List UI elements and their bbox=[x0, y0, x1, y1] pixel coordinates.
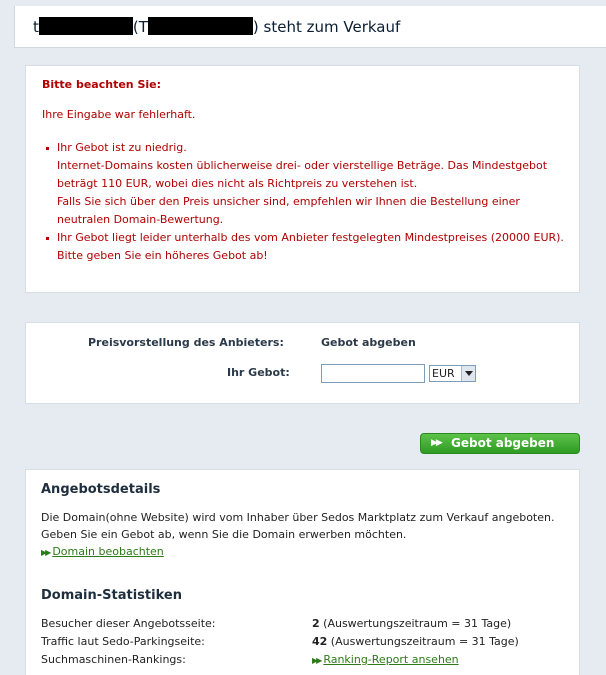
stat-note: (Auswertungszeitraum = 31 Tage) bbox=[327, 635, 519, 648]
error-line: Bitte geben Sie ein höheres Gebot ab! bbox=[57, 249, 268, 262]
bid-amount-input[interactable] bbox=[321, 364, 425, 383]
stat-label: Traffic laut Sedo-Parkingseite: bbox=[41, 635, 205, 648]
stat-row bbox=[41, 615, 571, 632]
stat-number: 2 bbox=[312, 617, 320, 630]
title-paren-open: (T bbox=[132, 18, 148, 36]
error-line: Falls Sie sich über den Preis unsicher sind, empfehlen wir Ihnen die Bestellung einer neutralen Domain-Bewertung. bbox=[57, 195, 520, 226]
bid-label: Ihr Gebot: bbox=[227, 366, 290, 379]
submit-bid-label: Gebot abgeben bbox=[451, 436, 555, 450]
double-arrow-icon: ▶▶ bbox=[431, 438, 441, 448]
redacted-domain-tld bbox=[148, 17, 253, 35]
stat-row bbox=[41, 633, 571, 650]
error-list bbox=[42, 139, 574, 265]
notice-heading: Bitte beachten Sie: bbox=[42, 78, 162, 91]
double-arrow-icon: ▶▶ bbox=[41, 548, 50, 557]
stat-value bbox=[312, 651, 459, 669]
ranking-report-link[interactable]: Ranking-Report ansehen bbox=[323, 653, 459, 666]
price-value: Gebot abgeben bbox=[321, 336, 416, 349]
error-item bbox=[42, 229, 574, 265]
offer-details-panel bbox=[25, 469, 580, 675]
details-description bbox=[41, 509, 566, 561]
error-item bbox=[42, 139, 574, 229]
title-prefix: t bbox=[33, 18, 39, 36]
stat-row bbox=[41, 651, 571, 668]
details-text: Die Domain(ohne Website) wird vom Inhaber über Sedos Marktplatz zum Verkauf angeboten. Geben Sie ein Gebot ab, wenn Sie die Domain erwerben möchten. bbox=[41, 511, 555, 541]
stat-note: (Auswertungszeitraum = 31 Tage) bbox=[319, 617, 512, 630]
bid-form-panel bbox=[25, 322, 580, 404]
stat-number: 42 bbox=[312, 635, 328, 648]
watch-domain-link[interactable]: Domain beobachten bbox=[52, 545, 164, 558]
currency-value: EUR bbox=[432, 367, 455, 380]
submit-bid-button[interactable] bbox=[420, 433, 580, 454]
page-title bbox=[33, 17, 400, 37]
stat-value bbox=[312, 633, 519, 650]
title-suffix: ) steht zum Verkauf bbox=[252, 18, 401, 36]
error-line: Internet-Domains kosten üblicherweise drei- oder vierstellige Beträge. Das Mindestgebot beträgt 110 EUR, wobei dies nicht als Richtpreis zu verstehen ist. bbox=[57, 159, 548, 190]
details-heading: Angebotsdetails bbox=[41, 482, 161, 497]
redacted-domain-name bbox=[39, 17, 133, 35]
stat-value bbox=[312, 615, 511, 632]
dropdown-arrow-icon[interactable] bbox=[461, 366, 475, 381]
double-arrow-icon: ▶▶ bbox=[312, 656, 321, 665]
stats-heading: Domain-Statistiken bbox=[41, 588, 182, 603]
stat-label: Besucher dieser Angebotsseite: bbox=[41, 617, 216, 630]
page-header bbox=[14, 6, 606, 48]
currency-select[interactable] bbox=[429, 365, 476, 382]
error-line: Ihr Gebot liegt leider unterhalb des vom Anbieter festgelegten Mindestpreises (20000 EUR). bbox=[57, 231, 564, 244]
error-line: Ihr Gebot ist zu niedrig. bbox=[57, 141, 187, 154]
notice-intro: Ihre Eingabe war fehlerhaft. bbox=[42, 108, 196, 121]
error-notice-panel bbox=[25, 65, 580, 293]
price-label: Preisvorstellung des Anbieters: bbox=[88, 336, 284, 349]
stat-label: Suchmaschinen-Rankings: bbox=[41, 653, 186, 666]
